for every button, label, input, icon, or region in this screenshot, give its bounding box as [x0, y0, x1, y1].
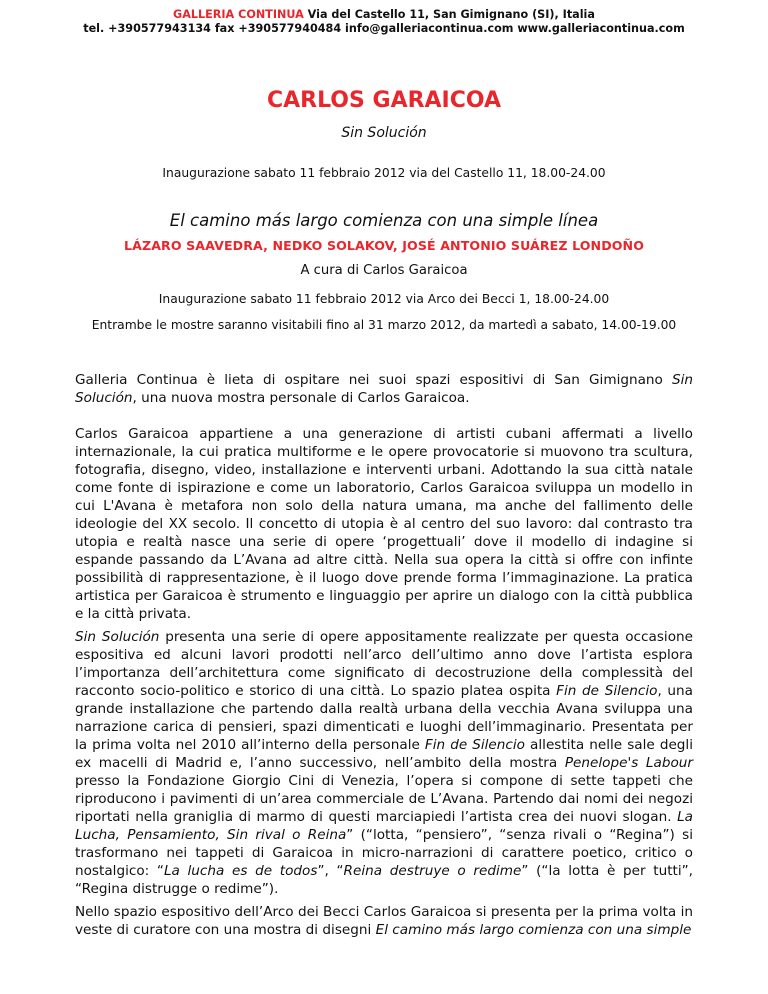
italic-title: Sin Solución — [75, 372, 693, 406]
italic-title: Penelope's Labour — [564, 755, 693, 771]
curator-line: A cura di Carlos Garaicoa — [300, 263, 468, 278]
artists-list: LÁZARO SAAVEDRA, NEDKO SOLAKOV, JOSÉ ANTONIO SUÁREZ LONDOÑO — [123, 238, 645, 253]
artist-bio-paragraph: Carlos Garaicoa appartiene a una generazione di artisti cubani affermati a livello internazionale, la cui pratica multiforme e le opere provocatorie si muovono tra scultura, fotografia, disegno, video, installazione e interventi urbani. Adottando la sua città natale come fonte di ispirazione e come un laboratorio, Carlos Garaicoa sviluppa un modello in cui L'Avana è metafora non solo della natura umana, ma anche del fallimento delle ideologie del XX secolo. Il concetto di utopia è al centro del suo lavoro: dal contrasto tra utopia e realtà nasce una serie di opere ‘progettuali’ dove il modello di indagine si espande passando da L’Avana ad altre città. Nella sua opera la città si offre con infinte possibilità di rappresentazione, è il luogo dove prende forma l’immaginazione. La pratica artistica per Garaicoa è strumento e linguaggio per aprire un dialogo con la città pubblica e la città privata. — [75, 426, 693, 622]
header-line-1 — [0, 8, 768, 22]
italic-title: La lucha es de todos — [163, 863, 318, 879]
text-span: ” (“la lotta è per tutti”, “Regina distrugge o redime”). — [75, 863, 694, 897]
opening-dates: Entrambe le mostre saranno visitabili fino al 31 marzo 2012, da martedì a sabato, 14.00-19.00 — [91, 318, 677, 332]
italic-title: Fin de Silencio — [556, 683, 658, 699]
gallery-address: Via del Castello 11, San Gimignano (SI), Italia — [303, 8, 595, 21]
inauguration-line-2: Inaugurazione sabato 11 febbraio 2012 via Arco dei Becci 1, 18.00-24.00 — [158, 292, 610, 306]
text-span: Galleria Continua è lieta di ospitare nei suoi spazi espositivi di San Gimignano — [75, 372, 672, 388]
text-span: , una grande installazione che partendo dalla realtà urbana della vecchia Avana sviluppa una narrazione carica di pensieri, spazi dimenticati e luoghi dell’immaginario. Presentata per la prima volta nel 2010 all’interno della personale — [75, 683, 693, 753]
italic-title: Reina destruye o redime — [343, 863, 522, 879]
italic-title: Fin de Silencio — [424, 737, 525, 753]
page-title: CARLOS GARAICOA — [266, 88, 502, 113]
text-span: Nello spazio espositivo dell’Arco dei Becci Carlos Garaicoa si presenta per la prima volta in veste di curatore con una mostra di disegni — [75, 904, 693, 938]
text-span: presenta una serie di opere appositamente realizzate per questa occasione espositiva ed alcuni lavori prodotti nell’arco dell’ultimo anno dove l’artista esplora l’importanza dell’architettura come significato di decostruzione della complessità del racconto socio-politico e storico di una città. Lo spazio platea ospita — [75, 629, 693, 699]
text-span: allestita nelle sale degli ex macelli di Madrid e, l’anno successivo, nell’ambito della mostra — [75, 737, 693, 771]
text-span: , una nuova mostra personale di Carlos Garaicoa. — [132, 390, 470, 406]
gallery-brand: GALLERIA CONTINUA — [173, 8, 304, 21]
intro-paragraph — [75, 371, 693, 407]
inauguration-line-1: Inaugurazione sabato 11 febbraio 2012 via del Castello 11, 18.00-24.00 — [162, 166, 606, 180]
text-span: ”, “ — [317, 863, 344, 879]
text-span: ” (“lotta, “pensiero”, “senza rivali o “Regina”) si trasformano nei tappeti di Garaicoa in micro-narrazioni di carattere poetico, critico o nostalgico: “ — [75, 827, 693, 879]
gallery-header — [0, 8, 768, 36]
second-exhibition-title: El camino más largo comienza con una simple línea — [169, 211, 599, 230]
gallery-contacts: tel. +390577943134 fax +390577940484 info@galleriacontinua.com www.galleriacontinua.com — [83, 22, 685, 35]
italic-title: La Lucha, Pensamiento, Sin rival o Reina — [75, 809, 693, 843]
exhibition-description-paragraph — [75, 628, 693, 898]
text-span: presso la Fondazione Giorgio Cini di Venezia, l’opera si compone di sette tappeti che riproducono i pavimenti di un’area commerciale de L’Avana. Partendo dai nomi dei negozi riportati nella graniglia di marmo di questi marciapiedi l’artista crea dei nuovi slogan. — [75, 773, 693, 825]
italic-title: Sin Solución — [75, 629, 160, 645]
italic-title: El camino más largo comienza con una simple — [375, 922, 692, 938]
curator-paragraph — [75, 903, 693, 939]
exhibition-subtitle: Sin Solución — [341, 125, 427, 141]
